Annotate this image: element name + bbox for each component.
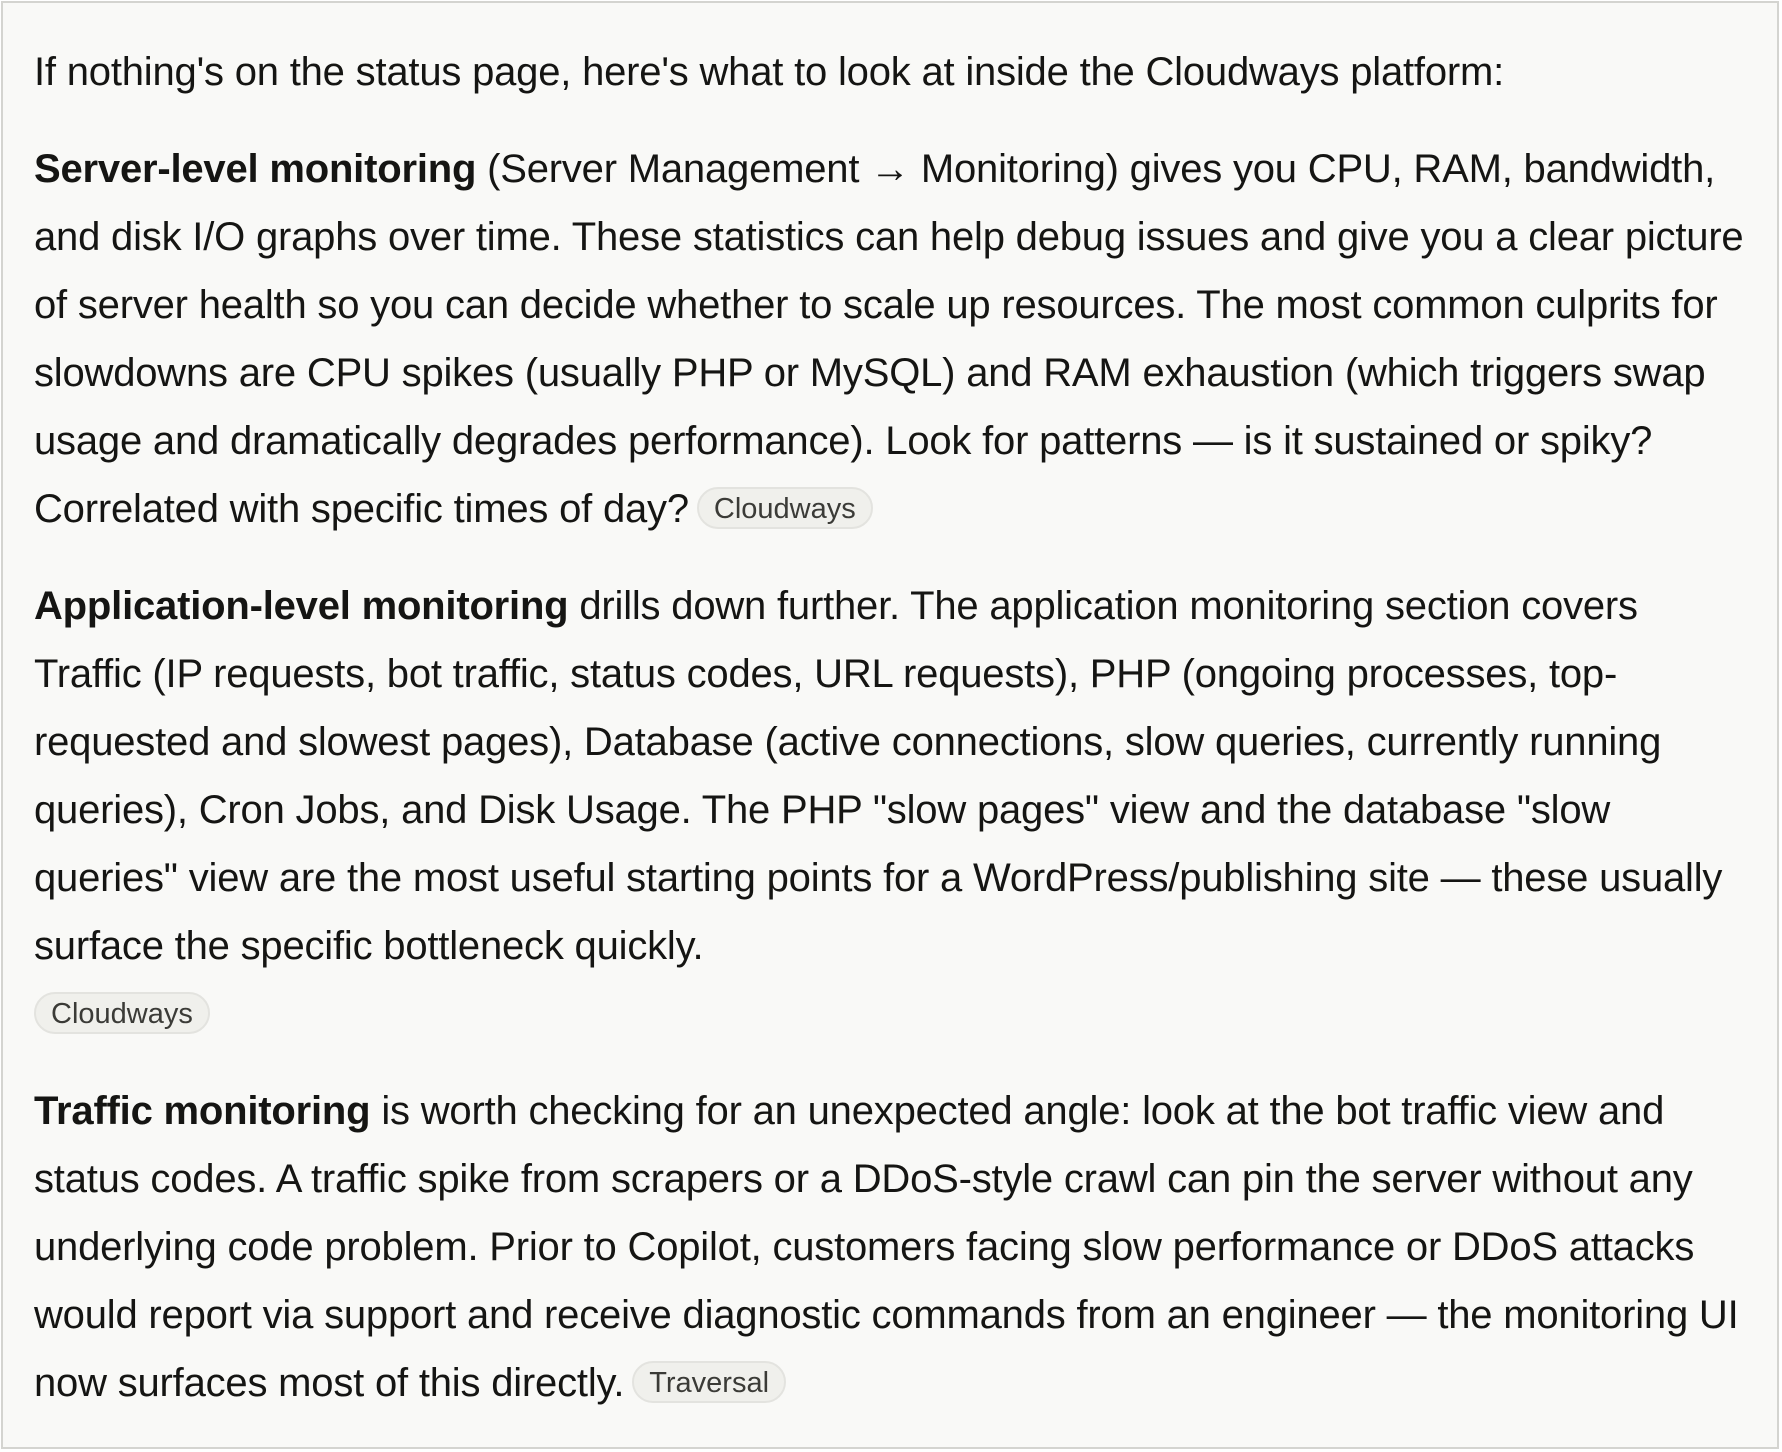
citation-chip-cloudways[interactable]: Cloudways: [34, 992, 210, 1034]
response-content: [1, 1, 1779, 1449]
citation-chip-cloudways[interactable]: Cloudways: [697, 487, 873, 529]
paragraph-text: (Server Management → Monitoring) gives you CPU, RAM, bandwidth, and disk I/O graphs over time. These statistics can help debug issues and give you a clear picture of server health so you can decide whether to scale up resources. The most common culprits for slowdowns are CPU spikes (usually PHP or MySQL) and RAM exhaustion (which triggers swap usage and dramatically degrades performance). Look for patterns — is it sustained or spiky? Correlated with specific times of day?: [34, 147, 1744, 531]
paragraph-server-monitoring: [34, 135, 1745, 543]
paragraph-lead: Traffic monitoring: [34, 1089, 371, 1133]
paragraph-lead: Server-level monitoring: [34, 147, 477, 191]
paragraph-lead: Application-level monitoring: [34, 584, 569, 628]
paragraph-traffic-monitoring: [34, 1077, 1745, 1417]
citation-chip-traversal[interactable]: Traversal: [632, 1361, 786, 1403]
paragraph-text: drills down further. The application monitoring section covers Traffic (IP requests, bot traffic, status codes, URL requests), PHP (ongoing processes, top-requested and slowest pages), Database (active connections, slow queries, currently running queries), Cron Jobs, and Disk Usage. The PHP "slow pages" view and the database "slow queries" view are the most useful starting points for a WordPress/publishing site — these usually surface the specific bottleneck quickly.: [34, 584, 1723, 968]
paragraph-application-monitoring: [34, 572, 1745, 1048]
intro-text: If nothing's on the status page, here's what to look at inside the Cloudways platform:: [34, 50, 1505, 94]
paragraph-text: is worth checking for an unexpected angle: look at the bot traffic view and status codes. A traffic spike from scrapers or a DDoS-style crawl can pin the server without any underlying code problem. Prior to Copilot, customers facing slow performance or DDoS attacks would report via support and receive diagnostic commands from an engineer — the monitoring UI now surfaces most of this directly.: [34, 1089, 1739, 1405]
